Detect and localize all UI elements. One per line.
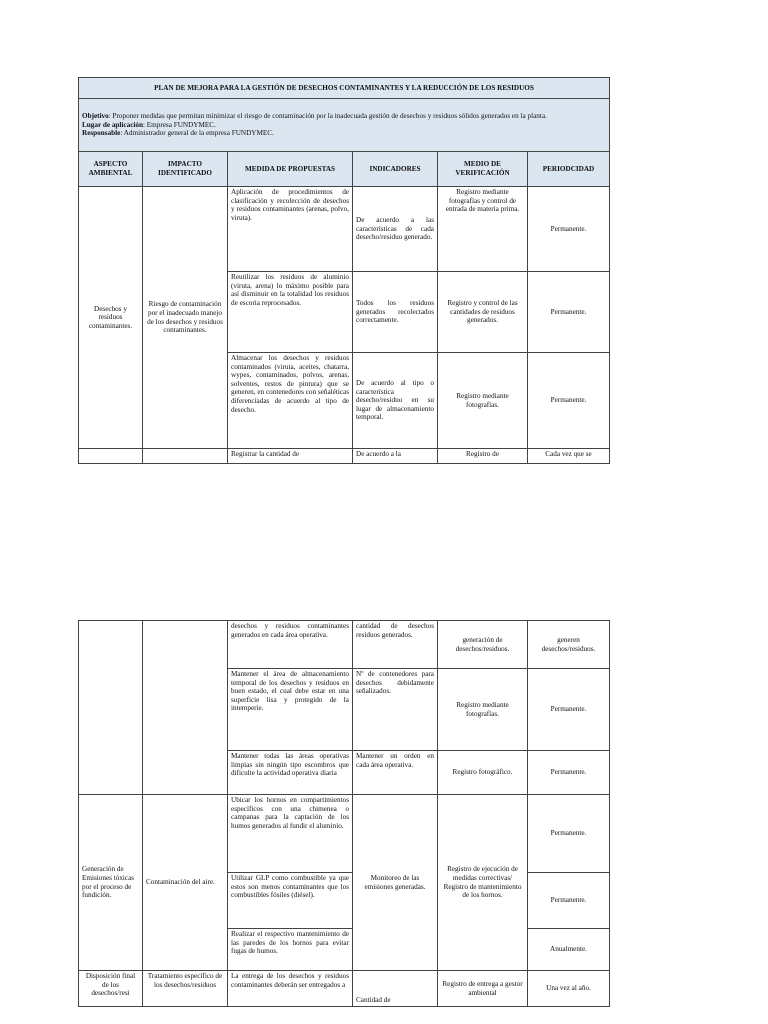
plan-info [79, 99, 610, 152]
header-indicadores: INDICADORES [353, 152, 438, 187]
objetivo-label: Objetivo [82, 112, 109, 121]
medida-cell: Utilizar GLP como combustible ya que estos son menos contaminantes que los combustibles fósiles (diésel). [228, 873, 353, 929]
medio-cell: Registro mediante fotografías. [438, 669, 528, 751]
indicador-cell: Todos los residuos generados recolectados correctamente. [353, 272, 438, 353]
periodicidad-cell: Permanente. [528, 873, 610, 929]
medida-cell: Registrar la cantidad de [228, 449, 353, 464]
medida-cell: Mantener todas las áreas operativas limpias sin ningún tipo escombros que dificulte la actividad operativa diaria [228, 751, 353, 795]
periodicidad-cell: Permanente. [528, 669, 610, 751]
aspecto-cell: Generación de Emisiones tóxicas por el proceso de fundición. [79, 795, 143, 971]
header-impacto: IMPACTO IDENTIFICADO [143, 152, 228, 187]
impacto-cell: Tratamiento específico de los desechos/residuos [143, 971, 228, 1007]
periodicidad-cell: Permanente. [528, 272, 610, 353]
table-row [79, 449, 610, 464]
lugar-label: Lugar de aplicación [82, 120, 143, 129]
aspecto-cell: Disposición final de los desechos/resi [79, 971, 143, 1007]
plan-title: PLAN DE MEJORA PARA LA GESTIÓN DE DESECHOS CONTAMINANTES Y LA REDUCCIÓN DE LOS RESIDUOS [79, 78, 610, 99]
medida-cell: desechos y residuos contaminantes generados en cada área operativa. [228, 621, 353, 669]
medida-cell: La entrega de los desechos y residuos contaminantes deberán ser entregados a [228, 971, 353, 1007]
impacto-cell: Riesgo de contaminación por el inadecuado manejo de los desechos y residuos contaminantes. [143, 187, 228, 449]
table-row [79, 971, 610, 1007]
periodicidad-cell: Anualmente. [528, 929, 610, 971]
periodicidad-cell: generen desechos/residuos. [528, 621, 610, 669]
header-periodicidad: PERIODCIDAD [528, 152, 610, 187]
medio-cell: Registro de [438, 449, 528, 464]
periodicidad-cell: Una vez al año. [528, 971, 610, 1007]
objetivo-text: : Proponer medidas que permitan minimizar el riesgo de contaminación por la inadecuada gestión de desechos y residuos sólidos generados en la planta. [108, 112, 547, 121]
medida-cell: Mantener el área de almacenamiento temporal de los desechos y residuos en buen estado, el cual debe estar en una superficie lisa y protegido de la intemperie. [228, 669, 353, 751]
header-medida: MEDIDA DE PROPUESTAS [228, 152, 353, 187]
medida-cell: Almacenar los desechos y residuos contaminados (viruta, aceites, chatarra, wypes, contaminados, polvos, arenas, solventes, restos de pintura) que se generen, en contenedores con señaléticas diferenciadas de acuerdo al tipo de desecho. [228, 353, 353, 449]
medida-cell: Reutilizar los residuos de aluminio (viruta, arena) lo máximo posible para así disminuir en la totalidad los residuos de escoria reprocesados. [228, 272, 353, 353]
medida-cell: Aplicación de procedimientos de clasificación y recolección de desechos y residuos contaminantes (arenas, polvo, viruta). [228, 187, 353, 272]
medida-cell: Realizar el respectivo mantenimiento de las paredes de los hornos para evitar fugas de humos. [228, 929, 353, 971]
medio-cell: Registro y control de las cantidades de residuos generados. [438, 272, 528, 353]
medio-cell: Registro mediante fotografías. [438, 353, 528, 449]
medio-cell: Registro de ejecución de medidas correctivas/ Registro de mantenimiento de los hornos. [438, 795, 528, 971]
periodicidad-cell: Cada vez que se [528, 449, 610, 464]
responsable-text: : Administrador general de la empresa FUNDYMEC. [120, 129, 274, 138]
indicador-cell: De acuerdo a la [353, 449, 438, 464]
periodicidad-cell: Permanente. [528, 795, 610, 873]
improvement-plan-table-page1 [78, 77, 610, 464]
aspecto-cell: Desechos y residuos contaminantes. [79, 187, 143, 449]
medio-cell: generación de desechos/residuos. [438, 621, 528, 669]
table-row [79, 621, 610, 669]
medio-cell: Registro fotográfico. [438, 751, 528, 795]
medio-cell: Registro de entrega a gestor ambiental [438, 971, 528, 1007]
periodicidad-cell: Permanente. [528, 751, 610, 795]
medida-cell: Ubicar los hornos en compartimientos específicos con una chimenea o campanas para la captación de los humos generados al fundir el aluminio. [228, 795, 353, 873]
table-row [79, 187, 610, 272]
indicador-cell: Cantidad de [353, 971, 438, 1007]
header-aspecto: ASPECTO AMBIENTAL [79, 152, 143, 187]
indicador-cell: cantidad de desechos residuos generados. [353, 621, 438, 669]
indicador-cell: De acuerdo al tipo o característica desecho/residuo en su lugar de almacenamiento temporal. [353, 353, 438, 449]
table-row [79, 795, 610, 873]
indicador-cell: De acuerdo a las características de cada desecho/residuo generado. [353, 187, 438, 272]
impacto-cell: Contaminación del aire. [143, 795, 228, 971]
indicador-cell: Nº de contenedores para desechos debidamente señalizados. [353, 669, 438, 751]
header-medio: MEDIO DE VERIFICACIÓN [438, 152, 528, 187]
indicador-cell: Monitoreo de las emisiones generadas. [353, 795, 438, 971]
periodicidad-cell: Permanente. [528, 187, 610, 272]
improvement-plan-table-page2 [78, 620, 610, 1007]
lugar-text: : Empresa FUNDYMEC. [142, 120, 216, 129]
periodicidad-cell: Permanente. [528, 353, 610, 449]
medio-cell: Registro mediante fotografías y control de entrada de materia prima. [438, 187, 528, 272]
indicador-cell: Mantener un orden en cada área operativa. [353, 751, 438, 795]
responsable-label: Responsable [82, 129, 121, 138]
